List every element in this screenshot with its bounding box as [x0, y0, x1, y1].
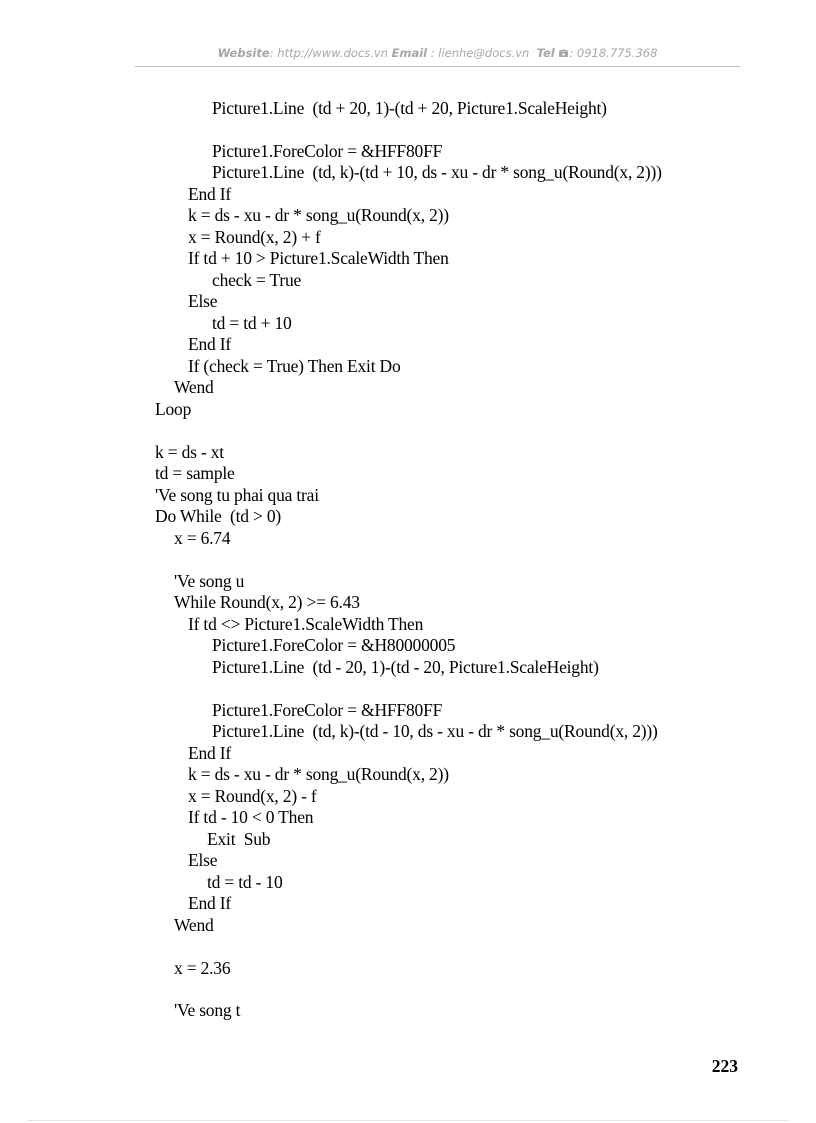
- code-line: 'Ve song tu phai qua trai: [155, 485, 319, 505]
- code-line: Picture1.Line (td + 20, 1)-(td + 20, Picture1.ScaleHeight): [212, 98, 607, 118]
- code-line: End If: [188, 334, 232, 354]
- code-line: While Round(x, 2) >= 6.43: [174, 592, 360, 612]
- code-line: If td <> Picture1.ScaleWidth Then: [188, 614, 424, 634]
- code-line: Else: [188, 850, 218, 870]
- code-line: Wend: [174, 377, 214, 397]
- phone-icon: [558, 47, 569, 61]
- tel-number: : 0918.775.368: [569, 46, 658, 60]
- code-line: k = ds - xu - dr * song_u(Round(x, 2)): [188, 205, 449, 225]
- code-line: End If: [188, 893, 232, 913]
- code-line: x = Round(x, 2) + f: [188, 227, 321, 247]
- code-line: td = td - 10: [207, 872, 283, 892]
- code-line: k = ds - xu - dr * song_u(Round(x, 2)): [188, 764, 449, 784]
- website-label: Website: [217, 46, 270, 60]
- code-line: Picture1.ForeColor = &HFF80FF: [212, 141, 443, 161]
- code-line: Do While (td > 0): [155, 506, 281, 526]
- footer-divider: [28, 1120, 788, 1121]
- page-header: [135, 46, 740, 66]
- code-line: Loop: [155, 399, 192, 419]
- code-line: End If: [188, 184, 232, 204]
- page-number: 223: [711, 1056, 738, 1076]
- code-line: Picture1.ForeColor = &H80000005: [212, 635, 456, 655]
- code-line: Else: [188, 291, 218, 311]
- email-address: : lienhe@docs.vn: [427, 46, 530, 60]
- tel-label: Tel: [536, 46, 555, 60]
- code-line: Exit Sub: [207, 829, 271, 849]
- code-line: Picture1.Line (td - 20, 1)-(td - 20, Picture1.ScaleHeight): [212, 657, 599, 677]
- code-line: td = td + 10: [212, 313, 292, 333]
- code-line: x = 6.74: [174, 528, 231, 548]
- code-line: x = Round(x, 2) - f: [188, 786, 317, 806]
- code-line: Wend: [174, 915, 214, 935]
- code-line: 'Ve song u: [174, 571, 245, 591]
- code-line: k = ds - xt: [155, 442, 224, 462]
- header-divider: [135, 66, 740, 67]
- code-line: End If: [188, 743, 232, 763]
- code-line: check = True: [212, 270, 302, 290]
- code-line: td = sample: [155, 463, 235, 483]
- code-line: If td + 10 > Picture1.ScaleWidth Then: [188, 248, 449, 268]
- code-line: x = 2.36: [174, 958, 231, 978]
- code-line: Picture1.Line (td, k)-(td + 10, ds - xu - dr * song_u(Round(x, 2))): [212, 162, 662, 182]
- code-line: If td - 10 < 0 Then: [188, 807, 314, 827]
- code-line: 'Ve song t: [174, 1000, 241, 1020]
- code-line: Picture1.ForeColor = &HFF80FF: [212, 700, 443, 720]
- website-url: : http://www.docs.vn: [269, 46, 388, 60]
- email-label: Email: [391, 46, 428, 60]
- code-line: If (check = True) Then Exit Do: [188, 356, 401, 376]
- code-line: Picture1.Line (td, k)-(td - 10, ds - xu - dr * song_u(Round(x, 2))): [212, 721, 658, 741]
